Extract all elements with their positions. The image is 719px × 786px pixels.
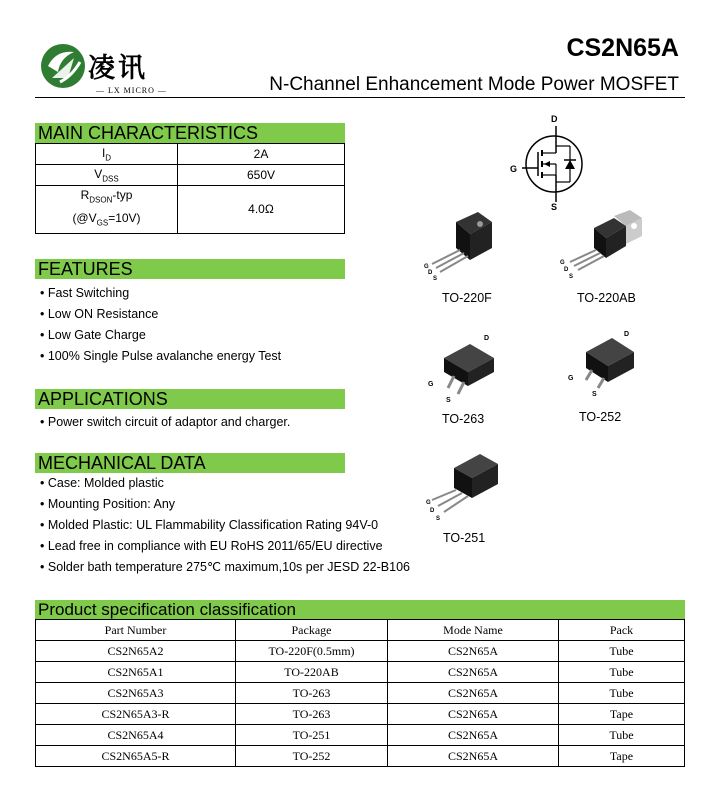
- features-list: [40, 283, 281, 367]
- drain-label: D: [551, 114, 558, 124]
- svg-text:S: S: [436, 516, 441, 522]
- svg-text:G: G: [560, 260, 565, 266]
- features-heading: FEATURES: [35, 259, 345, 279]
- column-header: Package: [236, 620, 388, 641]
- main-characteristics-heading: MAIN CHARACTERISTICS: [35, 123, 345, 143]
- mechanical-data-heading: MECHANICAL DATA: [35, 453, 345, 473]
- pack-cell: Tube: [559, 641, 685, 662]
- mode-name-cell: CS2N65A: [388, 662, 559, 683]
- list-item: • 100% Single Pulse avalanche energy Test: [40, 346, 281, 367]
- part-number-cell: CS2N65A2: [36, 641, 236, 662]
- table-row: [36, 165, 345, 186]
- to220f-package-image: [420, 208, 500, 283]
- table-row: [36, 662, 685, 683]
- product-classification-heading: Product specification classification: [35, 600, 685, 619]
- to220ab-package-image: [556, 208, 646, 283]
- list-item: • Power switch circuit of adaptor and charger.: [40, 412, 290, 433]
- part-number-cell: CS2N65A1: [36, 662, 236, 683]
- logo-chinese-name: 凌讯: [88, 53, 148, 84]
- svg-text:D: D: [484, 335, 490, 342]
- page-subtitle: N-Channel Enhancement Mode Power MOSFET: [269, 74, 679, 95]
- list-item: • Case: Molded plastic: [40, 473, 410, 494]
- table-header-row: [36, 620, 685, 641]
- list-item: • Low ON Resistance: [40, 304, 281, 325]
- mode-name-cell: CS2N65A: [388, 683, 559, 704]
- list-item: • Low Gate Charge: [40, 325, 281, 346]
- to220ab-label: TO-220AB: [577, 291, 636, 305]
- column-header: Part Number: [36, 620, 236, 641]
- to263-label: TO-263: [442, 412, 485, 426]
- applications-list: [40, 412, 290, 433]
- svg-text:S: S: [569, 274, 574, 280]
- applications-heading: APPLICATIONS: [35, 389, 345, 409]
- to220f-label: TO-220F: [442, 291, 492, 305]
- to252-label: TO-252: [579, 410, 622, 424]
- mosfet-symbol-diagram: [502, 110, 602, 210]
- package-cell: TO-251: [236, 725, 388, 746]
- svg-text:S: S: [592, 391, 597, 398]
- svg-text:D: D: [428, 270, 433, 276]
- svg-text:S: S: [446, 397, 451, 404]
- package-cell: TO-263: [236, 683, 388, 704]
- package-cell: TO-263: [236, 704, 388, 725]
- to252-package-image: [566, 326, 646, 404]
- value-cell: 4.0Ω: [178, 186, 345, 234]
- table-row: [36, 641, 685, 662]
- svg-text:G: G: [426, 500, 431, 506]
- param-cell: $V_{DSS}$: [36, 165, 178, 186]
- part-number-cell: CS2N65A3-R: [36, 704, 236, 725]
- value-cell: 2A: [178, 144, 345, 165]
- part-number-cell: CS2N65A3: [36, 683, 236, 704]
- gate-label: G: [510, 164, 518, 174]
- to251-label: TO-251: [443, 531, 486, 545]
- mechanical-data-list: [40, 473, 410, 578]
- list-item: • Molded Plastic: UL Flammability Classification Rating 94V-0: [40, 515, 410, 536]
- param-cell: $R_{DSON}$-typ $(@V_{GS}=10V)$: [36, 186, 178, 234]
- svg-text:G: G: [568, 375, 574, 382]
- pack-cell: Tube: [559, 725, 685, 746]
- column-header: Mode Name: [388, 620, 559, 641]
- logo-english-name: — LX MICRO —: [96, 86, 167, 95]
- pack-cell: Tube: [559, 662, 685, 683]
- mode-name-cell: CS2N65A: [388, 641, 559, 662]
- column-header: Pack: [559, 620, 685, 641]
- svg-text:D: D: [430, 508, 435, 514]
- table-row: [36, 746, 685, 767]
- package-cell: TO-220AB: [236, 662, 388, 683]
- part-number-cell: CS2N65A4: [36, 725, 236, 746]
- mode-name-cell: CS2N65A: [388, 725, 559, 746]
- pack-cell: Tube: [559, 683, 685, 704]
- header-divider: [35, 97, 685, 98]
- to263-package-image: [424, 330, 504, 408]
- list-item: • Lead free in compliance with EU RoHS 2011/65/EU directive: [40, 536, 410, 557]
- table-row: [36, 725, 685, 746]
- to251-package-image: [420, 450, 506, 530]
- svg-text:G: G: [424, 264, 429, 270]
- mode-name-cell: CS2N65A: [388, 746, 559, 767]
- pack-cell: Tape: [559, 704, 685, 725]
- svg-text:S: S: [433, 276, 438, 282]
- source-label: S: [551, 202, 558, 210]
- list-item: • Fast Switching: [40, 283, 281, 304]
- page-title: CS2N65A: [566, 34, 679, 62]
- part-number-cell: CS2N65A5-R: [36, 746, 236, 767]
- svg-text:D: D: [624, 331, 630, 338]
- svg-text:D: D: [564, 267, 569, 273]
- table-row: [36, 704, 685, 725]
- package-cell: TO-220F(0.5mm): [236, 641, 388, 662]
- mode-name-cell: CS2N65A: [388, 704, 559, 725]
- svg-text:G: G: [428, 381, 434, 388]
- package-cell: TO-252: [236, 746, 388, 767]
- table-row: [36, 186, 345, 234]
- value-cell: 650V: [178, 165, 345, 186]
- main-characteristics-table: [35, 143, 345, 234]
- list-item: • Mounting Position: Any: [40, 494, 410, 515]
- list-item: • Solder bath temperature 275℃ maximum,10s per JESD 22-B106: [40, 557, 410, 578]
- table-row: [36, 144, 345, 165]
- pack-cell: Tape: [559, 746, 685, 767]
- product-classification-table: [35, 619, 685, 767]
- param-cell: $I_D$: [36, 144, 178, 165]
- table-row: [36, 683, 685, 704]
